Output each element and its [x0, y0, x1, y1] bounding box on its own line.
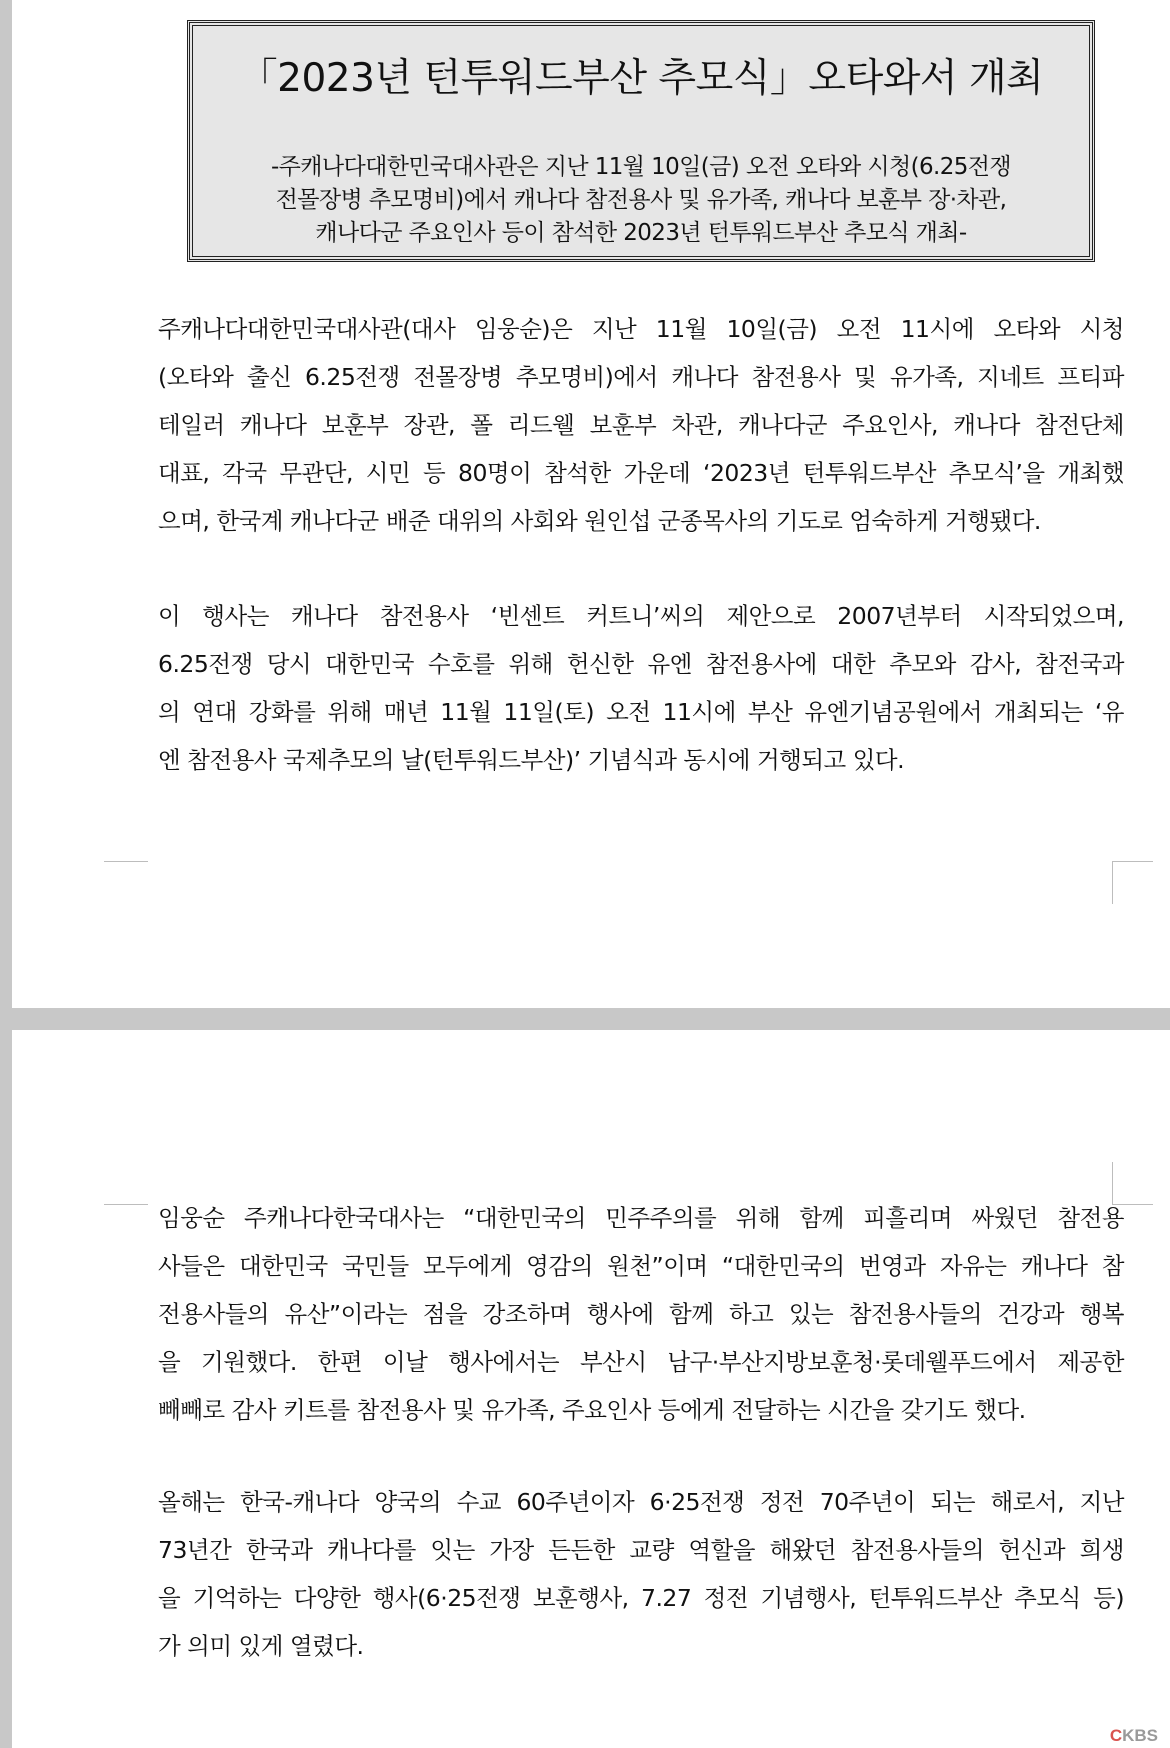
title-box [187, 20, 1095, 262]
subtitle-line: -주캐나다대한민국대사관은 지난 11월 10일(금) 오전 오타와 시청(6.25전쟁 [270, 154, 1012, 180]
text-line: 의 연대 강화를 위해 매년 11월 11일(토) 오전 11시에 부산 유엔기념공원에서 개최되는 ‘유 [158, 698, 1124, 726]
text-line: 6.25전쟁 당시 대한민국 수호를 위해 헌신한 유엔 참전용사에 대한 추모와 감사, 참전국과 [158, 650, 1124, 678]
text-line: 주캐나다대한민국대사관(대사 임웅순)은 지난 11월 10일(금) 오전 11시에 오타와 시청 [158, 315, 1124, 343]
text-line: 가 의미 있게 열렸다. [158, 1632, 364, 1660]
text-line: 사들은 대한민국 국민들 모두에게 영감의 원천”이며 “대한민국의 번영과 자유는 캐나다 참 [158, 1252, 1124, 1280]
page-corner-mark [1112, 861, 1153, 904]
text-line: 테일러 캐나다 보훈부 장관, 폴 리드웰 보훈부 차관, 캐나다군 주요인사, 캐나다 참전단체 [158, 411, 1124, 439]
page-corner-mark [104, 861, 148, 862]
page-corner-mark [104, 1204, 148, 1205]
text-line: 엔 참전용사 국제추모의 날(턴투워드부산)’ 기념식과 동시에 거행되고 있다. [158, 746, 905, 774]
text-line: 임웅순 주캐나다한국대사는 “대한민국의 민주주의를 위해 함께 피흘리며 싸웠던 참전용 [158, 1204, 1124, 1232]
document-title: 「2023년 턴투워드부산 추모식」오타와서 개최 [238, 56, 1044, 101]
text-line: 을 기억하는 다양한 행사(6·25전쟁 보훈행사, 7.27 정전 기념행사, 턴투워드부산 추모식 등) [158, 1584, 1124, 1612]
document-subtitle [190, 151, 1092, 250]
document-page-1 [12, 0, 1170, 1008]
page-corner-mark [1112, 1162, 1153, 1205]
paragraph-2 [158, 592, 1124, 784]
subtitle-line: 캐나다군 주요인사 등이 참석한 2023년 턴투워드부산 추모식 개최- [315, 220, 967, 246]
text-line: 이 행사는 캐나다 참전용사 ‘빈센트 커트니’씨의 제안으로 2007년부터 시작되었으며, [158, 602, 1124, 630]
paragraph-1 [158, 305, 1124, 545]
subtitle-line: 전몰장병 추모명비)에서 캐나다 참전용사 및 유가족, 캐나다 보훈부 장·차관, [275, 187, 1007, 213]
text-line: (오타와 출신 6.25전쟁 전몰장병 추모명비)에서 캐나다 참전용사 및 유가족, 지네트 프티파 [158, 363, 1124, 391]
paragraph-4 [158, 1478, 1124, 1670]
text-line: 으며, 한국계 캐나다군 배준 대위의 사회와 원인섭 군종목사의 기도로 엄숙하게 거행됐다. [158, 507, 1041, 535]
text-line: 올해는 한국-캐나다 양국의 수교 60주년이자 6·25전쟁 정전 70주년이 되는 해로서, 지난 [158, 1488, 1124, 1516]
text-line: 빼빼로 감사 키트를 참전용사 및 유가족, 주요인사 등에게 전달하는 시간을 갖기도 했다. [158, 1396, 1026, 1424]
text-line: 을 기원했다. 한편 이날 행사에서는 부산시 남구·부산지방보훈청·롯데웰푸드에서 제공한 [158, 1348, 1124, 1376]
text-line: 전용사들의 유산”이라는 점을 강조하며 행사에 함께 하고 있는 참전용사들의 건강과 행복 [158, 1300, 1124, 1328]
text-line: 73년간 한국과 캐나다를 잇는 가장 든든한 교량 역할을 해왔던 참전용사들의 헌신과 희생 [158, 1536, 1124, 1564]
document-page-2 [12, 1030, 1170, 1748]
kbs-watermark: CKBS [1109, 1726, 1158, 1745]
paragraph-3 [158, 1194, 1124, 1434]
text-line: 대표, 각국 무관단, 시민 등 80명이 참석한 가운데 ‘2023년 턴투워드부산 추모식’을 개최했 [158, 459, 1124, 487]
